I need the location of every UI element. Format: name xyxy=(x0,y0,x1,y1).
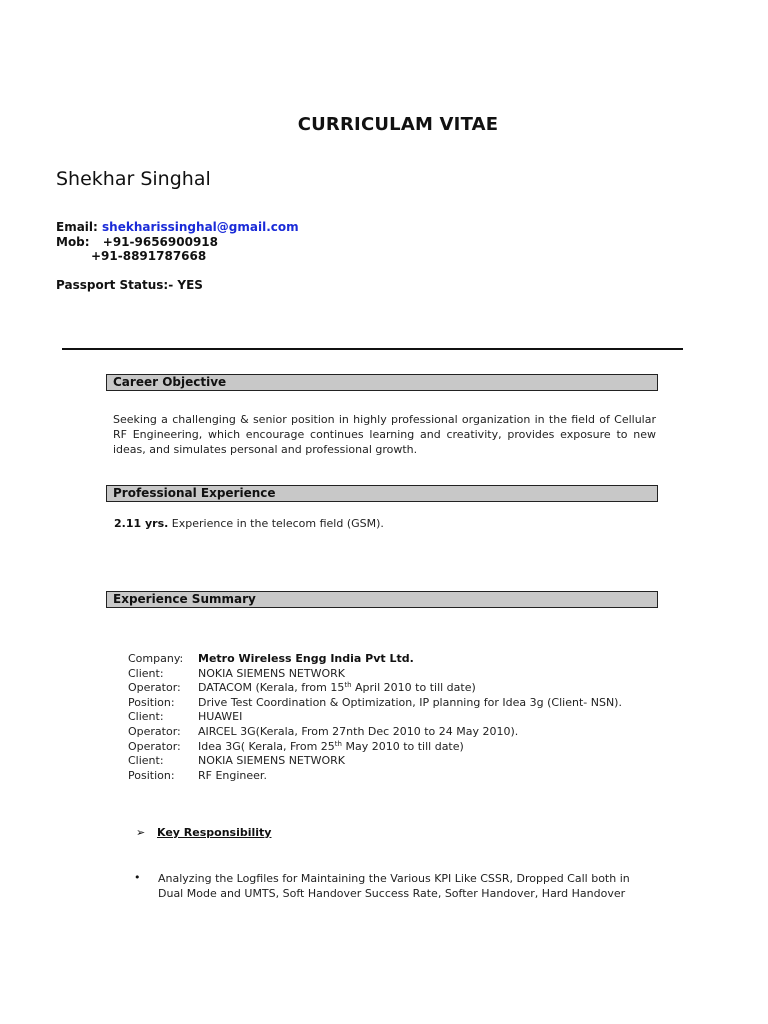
experience-row-label: Operator: xyxy=(128,725,181,738)
candidate-name: Shekhar Singhal xyxy=(56,168,211,190)
key-responsibility-heading xyxy=(136,826,271,839)
section-experience-summary: Experience Summary xyxy=(106,591,658,608)
experience-row-value: NOKIA SIEMENS NETWORK xyxy=(198,754,345,768)
career-objective-text: Seeking a challenging & senior position in highly professional organization in the field of Cellular RF Engineering, which encourage continues learning and creativity, provides exposure to new ideas, and simulates personal and professional growth. xyxy=(113,413,656,456)
passport-status: Passport Status:- YES xyxy=(56,278,203,292)
value-text: Idea 3G( Kerala, From 25 xyxy=(198,739,335,753)
experience-row xyxy=(128,651,414,666)
bullet-icon: • xyxy=(134,871,141,884)
experience-row-label: Client: xyxy=(128,666,164,680)
experience-row xyxy=(128,724,518,739)
experience-text: Experience in the telecom field (GSM). xyxy=(171,517,384,530)
experience-row-value: Drive Test Coordination & Optimization, IP planning for Idea 3g (Client- NSN). xyxy=(198,695,622,709)
responsibility-item: Analyzing the Logfiles for Maintaining the Various KPI Like CSSR, Dropped Call both in Dual Mode and UMTS, Soft Handover Success Rate, Softer Handover, Hard Handover xyxy=(158,872,630,900)
email-line xyxy=(56,220,299,234)
experience-row-label: Position: xyxy=(128,768,175,782)
phone-secondary: +91-8891787668 xyxy=(91,249,207,263)
arrow-bullet-icon: ➢ xyxy=(136,826,146,839)
experience-row xyxy=(128,768,267,783)
email-label: Email: xyxy=(56,220,98,234)
experience-row-label: Operator: xyxy=(128,739,181,753)
value-text: April 2010 to till date) xyxy=(351,681,476,695)
experience-row xyxy=(128,666,345,681)
header-divider xyxy=(62,348,683,350)
experience-row-value: AIRCEL 3G(Kerala, From 27nth Dec 2010 to 24 May 2010). xyxy=(198,725,519,738)
experience-row xyxy=(128,709,242,724)
section-professional-experience: Professional Experience xyxy=(106,485,658,502)
experience-row xyxy=(128,695,622,710)
email-link[interactable]: shekharissinghal@gmail.com xyxy=(102,220,299,234)
section-career-objective: Career Objective xyxy=(106,374,658,391)
value-text: DATACOM (Kerala, from 15 xyxy=(198,681,345,695)
experience-row-value: NOKIA SIEMENS NETWORK xyxy=(198,666,345,680)
experience-row-label: Client: xyxy=(128,754,164,768)
experience-row xyxy=(128,680,476,695)
experience-row-value: HUAWEI xyxy=(198,710,243,724)
experience-row-value: Metro Wireless Engg India Pvt Ltd. xyxy=(198,652,414,665)
experience-years: 2.11 yrs. xyxy=(114,517,169,530)
experience-row xyxy=(128,739,464,754)
ordinal-suffix: th xyxy=(334,739,342,748)
experience-row-label: Position: xyxy=(128,695,175,709)
mobile-label: Mob: xyxy=(56,235,90,249)
experience-row-value: RF Engineer. xyxy=(198,768,267,782)
experience-row-value xyxy=(198,680,476,695)
experience-row-label: Client: xyxy=(128,710,164,724)
value-text: May 2010 to till date) xyxy=(341,739,464,753)
experience-row xyxy=(128,753,345,768)
phone-primary: +91-9656900918 xyxy=(102,235,218,249)
ordinal-suffix: th xyxy=(344,681,352,690)
experience-line xyxy=(114,517,384,530)
experience-row-label: Company: xyxy=(128,652,184,665)
document-title: CURRICULAM VITAE xyxy=(297,114,499,135)
experience-row-value xyxy=(198,739,464,754)
mobile-line xyxy=(56,235,218,249)
key-responsibility-label: Key Responsibility xyxy=(157,826,272,839)
experience-row-label: Operator: xyxy=(128,681,181,695)
